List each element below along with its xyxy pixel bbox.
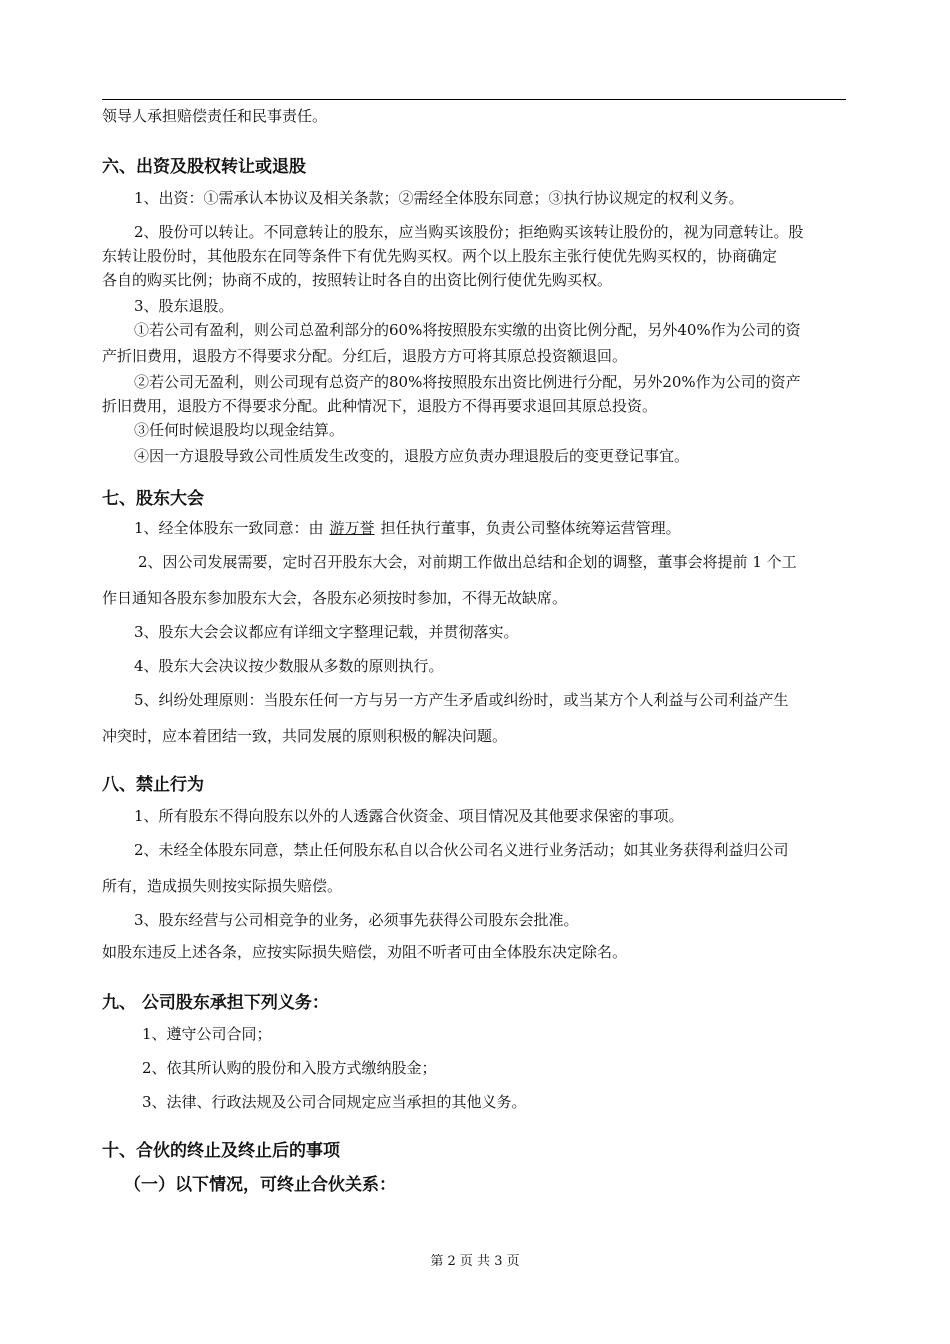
sec6-p2c: 各自的购买比例；协商不成的，按照转让时各自的出资比例行使优先购买权。 bbox=[102, 271, 613, 289]
sec9-p2: 2、依其所认购的股份和入股方式缴纳股金； bbox=[142, 1059, 437, 1077]
sec6-p3-1a: ①若公司有盈利，则公司总盈利部分的60%将按照股东实缴的出资比例分配，另外40%作为公司的资 bbox=[134, 321, 801, 339]
sec6-p3-2a: ②若公司无盈利，则公司现有总资产的80%将按照股东出资比例进行分配，另外20%作为公司的资产 bbox=[134, 373, 801, 391]
sec8-p2b: 所有，造成损失则按实际损失赔偿。 bbox=[102, 877, 343, 895]
continuation-text: 领导人承担赔偿责任和民事责任。 bbox=[102, 107, 328, 125]
sec9-p3: 3、法律、行政法规及公司合同规定应当承担的其他义务。 bbox=[142, 1093, 527, 1111]
sec6-p3-2b: 折旧费用，退股方不得要求分配。此种情况下，退股方不得再要求退回其原总投资。 bbox=[102, 397, 658, 415]
sec9-p1: 1、遵守公司合同； bbox=[142, 1025, 272, 1043]
sec7-p2b: 作日通知各股东参加股东大会，各股东必须按时参加，不得无故缺席。 bbox=[102, 589, 568, 607]
section-10-subtitle: （一）以下情况，可终止合伙关系： bbox=[124, 1175, 396, 1195]
sec7-p3: 3、股东大会会议都应有详细文字整理记载，并贯彻落实。 bbox=[134, 623, 519, 641]
section-8-title: 八、禁止行为 bbox=[102, 775, 204, 795]
sec7-p5b: 冲突时，应本着团结一致，共同发展的原则积极的解决问题。 bbox=[102, 727, 508, 745]
sec6-p2b: 东转让股份时，其他股东在同等条件下有优先购买权。两个以上股东主张行使优先购买权的，协商确定 bbox=[102, 247, 778, 265]
sec7-p2a: 2、因公司发展需要，定时召开股东大会，对前期工作做出总结和企划的调整，董事会将提前 1 个工 bbox=[138, 553, 797, 571]
sec8-p1: 1、所有股东不得向股东以外的人透露合伙资金、项目情况及其他要求保密的事项。 bbox=[134, 807, 684, 825]
sec6-p1: 1、出资：①需承认本协议及相关条款；②需经全体股东同意；③执行协议规定的权利义务。 bbox=[134, 189, 744, 207]
sec8-p3: 3、股东经营与公司相竞争的业务，必须事先获得公司股东会批准。 bbox=[134, 911, 579, 929]
sec8-p2a: 2、未经全体股东同意，禁止任何股东私自以合伙公司名义进行业务活动；如其业务获得利益归公司 bbox=[134, 841, 789, 859]
header-rule bbox=[102, 99, 846, 100]
section-10-title: 十、合伙的终止及终止后的事项 bbox=[102, 1141, 340, 1161]
section-9-title: 九、 公司股东承担下列义务： bbox=[102, 993, 329, 1013]
director-name: 游万誉 bbox=[329, 519, 375, 537]
sec7-p1-post: 担任执行董事，负责公司整体统筹运营管理。 bbox=[380, 519, 681, 537]
sec6-p3-1b: 产折旧费用，退股方不得要求分配。分红后，退股方方可将其原总投资额退回。 bbox=[102, 347, 628, 365]
sec6-p3: 3、股东退股。 bbox=[134, 297, 234, 315]
sec6-p3-4: ④因一方退股导致公司性质发生改变的，退股方应负责办理退股后的变更登记事宜。 bbox=[134, 447, 690, 465]
sec7-p4: 4、股东大会决议按少数服从多数的原则执行。 bbox=[134, 657, 444, 675]
sec6-p3-3: ③任何时候退股均以现金结算。 bbox=[134, 421, 345, 439]
page-footer: 第 2 页 共 3 页 bbox=[430, 1254, 520, 1269]
sec6-p2a: 2、股份可以转让。不同意转让的股东，应当购买该股份；拒绝购买该转让股份的，视为同意转让。股 bbox=[134, 223, 804, 241]
section-6-title: 六、出资及股权转让或退股 bbox=[102, 157, 306, 177]
sec7-p5a: 5、纠纷处理原则：当股东任何一方与另一方产生矛盾或纠纷时，或当某方个人利益与公司利益产生 bbox=[134, 691, 789, 709]
section-7-title: 七、股东大会 bbox=[102, 489, 204, 509]
sec7-p1-pre: 1、经全体股东一致同意：由 bbox=[134, 519, 324, 537]
sec7-p1 bbox=[134, 518, 880, 538]
sec8-p4: 如股东违反上述各条，应按实际损失赔偿，劝阻不听者可由全体股东决定除名。 bbox=[102, 943, 628, 961]
